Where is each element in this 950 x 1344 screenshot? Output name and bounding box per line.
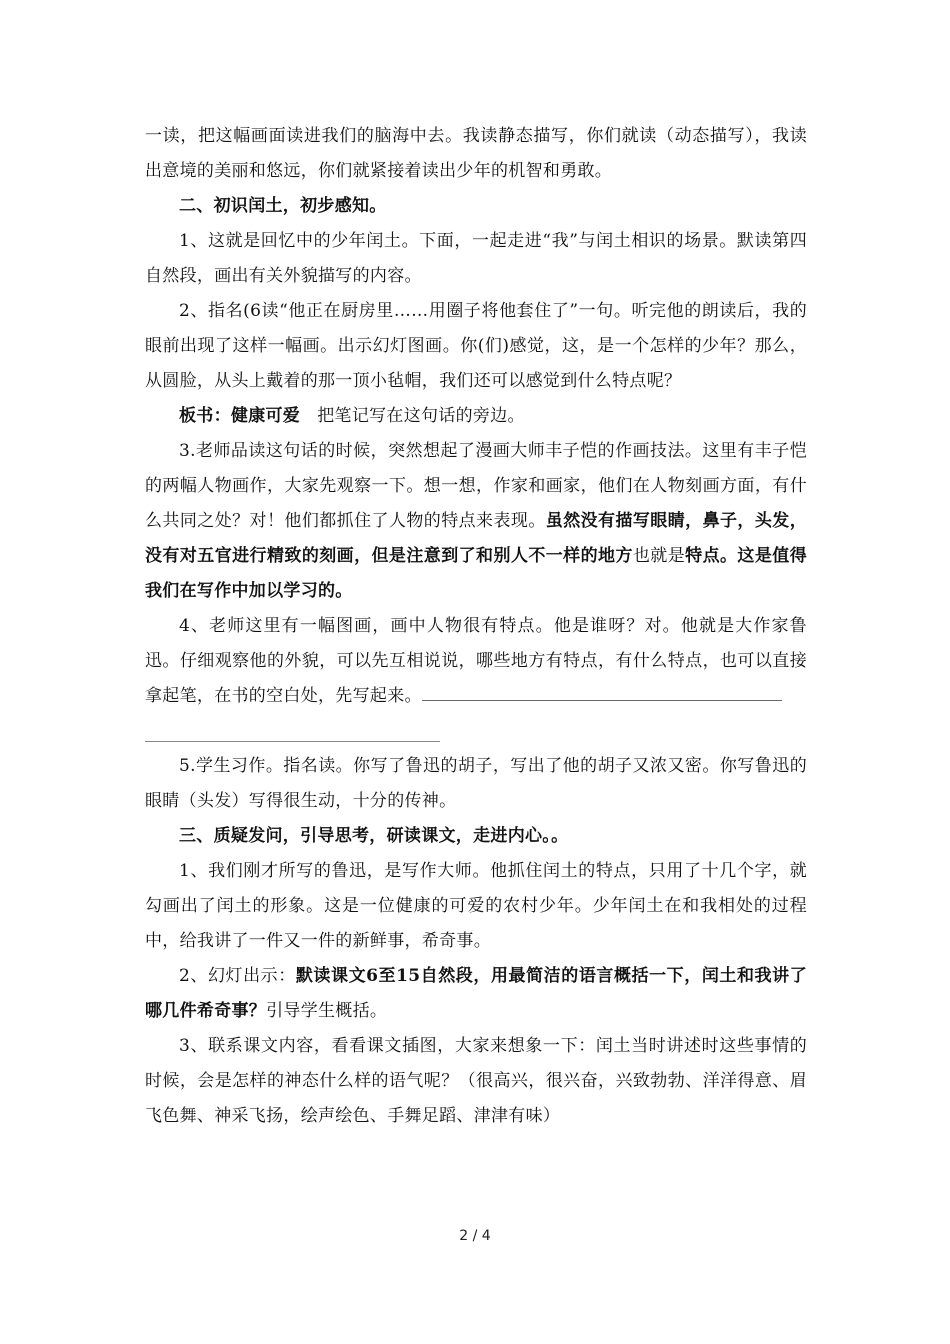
writing-blank-continuation <box>145 714 807 749</box>
writing-blank-line <box>422 682 782 701</box>
paragraph-3-emphasis-b: 特点。这是值得我们在写作中加以学习的。 <box>145 546 807 601</box>
section-3-paragraph-3: 3、联系课文内容，看看课文插图，大家来想象一下：闰土当时讲述时这些事情的时候，会是怎样的神态什么样的语气呢？（很高兴，很兴奋，兴致勃勃、洋洋得意、眉飞色舞、神采飞扬，绘声绘色、手舞足蹈、津津有味） <box>145 1036 807 1126</box>
page-number: 2 / 4 <box>459 1228 491 1244</box>
paragraph-3-text-b: 也就是 <box>632 546 686 566</box>
paragraph-s3-2-text-a: 2、幻灯出示： <box>179 966 296 986</box>
paragraph-s3-2-emphasis: 默读课文6至15自然段，用最简洁的语言概括一下，闰土和我讲了哪几件希奇事？ <box>145 966 808 1021</box>
board-note-text: 把笔记写在这句话的旁边。 <box>317 406 525 426</box>
paragraph-3-emphasis-a: 虽然没有描写眼睛，鼻子，头发，没有对五官进行精致的刻画，但是注意到了和别人不一样的地方 <box>145 511 808 566</box>
paragraph-4-text: 4、老师这里有一幅图画，画中人物很有特点。他是谁呀？对。他就是大作家鲁迅。仔细观察他的外貌，可以先互相说说，哪些地方有特点，有什么特点，也可以直接拿起笔，在书的空白处，先写起来。 <box>145 616 807 706</box>
section-2-paragraph-5: 5.学生习作。指名读。你写了鲁迅的胡子，写出了他的胡子又浓又密。你写鲁迅的眼睛（头发）写得很生动，十分的传神。 <box>145 756 807 811</box>
section-2-paragraph-1: 1、这就是回忆中的少年闰土。下面，一起走进“我”与闰土相识的场景。默读第四自然段，画出有关外貌描写的内容。 <box>145 231 807 286</box>
section-2-paragraph-3 <box>145 434 807 609</box>
section-3-paragraph-2 <box>145 959 807 1029</box>
paragraph-3-text-a: 3.老师品读这句话的时候，突然想起了漫画大师丰子恺的作画技法。这里有丰子恺的两幅人物画作，大家先观察一下。想一想，作家和画家，他们在人物刻画方面，有什么共同之处？对！他们都抓住了人物的特点来表现。 <box>145 441 807 531</box>
section-3-paragraph-1: 1、我们刚才所写的鲁迅，是写作大师。他抓住闰土的特点，只用了十几个字，就勾画出了闰土的形象。这是一位健康的可爱的农村少年。少年闰土在和我相处的过程中，给我讲了一件又一件的新鲜事，希奇事。 <box>145 861 807 951</box>
section-2-paragraph-2: 2、指名(6读“他正在厨房里……用圈子将他套住了”一句。听完他的朗读后，我的眼前出现了这样一幅画。出示幻灯图画。你(们)感觉，这，是一个怎样的少年？那么，从圆脸，从头上戴着的那一顶小毡帽，我们还可以感觉到什么特点呢？ <box>145 301 807 391</box>
board-note-label: 板书：健康可爱 <box>179 406 301 426</box>
document-body <box>145 119 807 1134</box>
paragraph-s3-2-text-b: 引导学生概括。 <box>266 1001 388 1021</box>
writing-blank-line-2 <box>145 741 440 742</box>
intro-paragraph <box>145 119 807 189</box>
board-note-paragraph <box>145 399 807 434</box>
section-3-heading: 三、质疑发问，引导思考，研读课文，走进内心。。 <box>179 826 569 846</box>
intro-text: 一读，把这幅画面读进我们的脑海中去。我读静态描写，你们就读（动态描写），我读出意境的美丽和悠远，你们就紧接着读出少年的机智和勇敢。 <box>145 126 807 181</box>
section-2-paragraph-4 <box>145 609 807 714</box>
section-2-heading: 二、初识闰土，初步感知。 <box>179 196 387 216</box>
